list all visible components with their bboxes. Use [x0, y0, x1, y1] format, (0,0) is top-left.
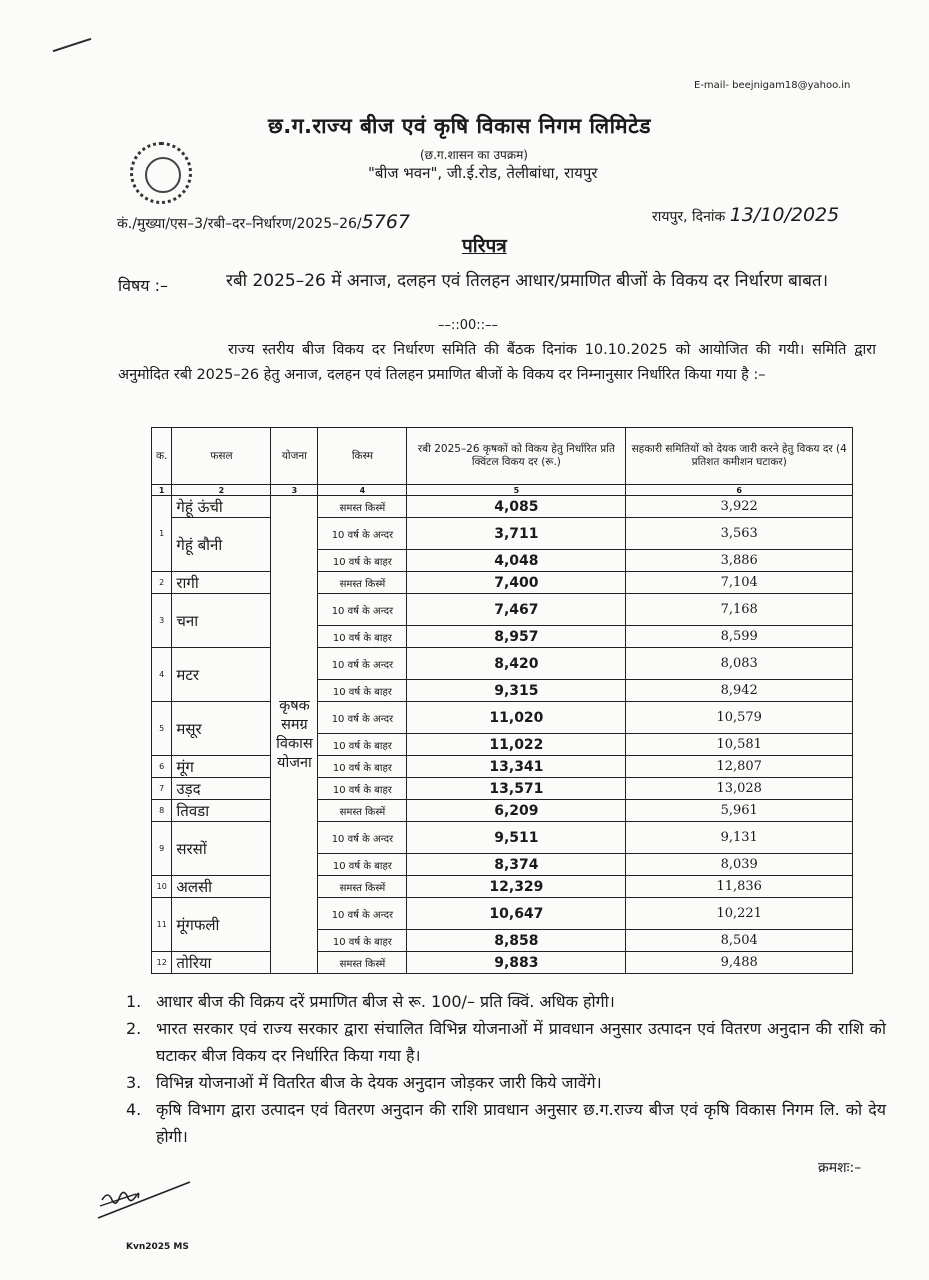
header-scheme: योजना	[271, 428, 318, 485]
organization-address: "बीज भवन", जी.ई.रोड, तेलीबांधा, रायपुर	[368, 164, 598, 182]
column-number: 3	[271, 485, 318, 496]
table-row	[152, 778, 853, 800]
organization-subtitle: (छ.ग.शासन का उपक्रम)	[420, 148, 528, 162]
section-divider: ––::00::––	[438, 318, 499, 333]
variety-cell: 10 वर्ष के बाहर	[318, 854, 407, 876]
signature	[96, 1178, 192, 1220]
crop-cell: मटर	[172, 648, 271, 702]
crop-cell: रागी	[172, 572, 271, 594]
serial-number-cell: 7	[152, 778, 172, 800]
table-row	[152, 800, 853, 822]
notes-list	[126, 988, 886, 1150]
coop-rate-cell: 11,836	[626, 876, 853, 898]
note-text: आधार बीज की विक्रय दरें प्रमाणित बीज से रू. 100/– प्रति क्विं. अधिक होगी।	[156, 992, 615, 1011]
crop-cell: सरसों	[172, 822, 271, 876]
coop-rate-cell: 8,599	[626, 626, 853, 648]
variety-cell: 10 वर्ष के अन्दर	[318, 518, 407, 550]
variety-cell: 10 वर्ष के अन्दर	[318, 898, 407, 930]
coop-rate-cell: 8,504	[626, 930, 853, 952]
email-address: E-mail- beejnigam18@yahoo.in	[694, 80, 851, 91]
serial-number-cell: 1	[152, 496, 172, 572]
header-serial: क.	[152, 428, 172, 485]
farmer-rate-cell: 12,329	[407, 876, 626, 898]
header-crop: फसल	[172, 428, 271, 485]
table-row	[152, 756, 853, 778]
farmer-rate-cell: 4,085	[407, 496, 626, 518]
note-item	[126, 1096, 886, 1150]
note-text: विभिन्न योजनाओं में वितरित बीज के देयक अनुदान जोड़कर जारी किये जावेंगे।	[156, 1073, 602, 1092]
note-text: भारत सरकार एवं राज्य सरकार द्वारा संचालित विभिन्न योजनाओं में प्रावधान अनुसार उत्पादन एवं वितरण अनुदान की राशि को घटाकर बीज विकय दर निर्धारित किया गया है।	[156, 1019, 886, 1065]
serial-number-cell: 2	[152, 572, 172, 594]
crop-cell: अलसी	[172, 876, 271, 898]
serial-number-cell: 4	[152, 648, 172, 702]
coop-rate-cell: 3,563	[626, 518, 853, 550]
place-date	[652, 204, 839, 226]
coop-rate-cell: 13,028	[626, 778, 853, 800]
table-row	[152, 496, 853, 518]
variety-cell: 10 वर्ष के अन्दर	[318, 702, 407, 734]
reference-handwritten-number: 5767	[361, 211, 410, 233]
place-date-label: रायपुर, दिनांक	[652, 209, 726, 225]
serial-number-cell: 9	[152, 822, 172, 876]
farmer-rate-cell: 3,711	[407, 518, 626, 550]
farmer-rate-cell: 9,315	[407, 680, 626, 702]
column-number-row	[152, 485, 853, 496]
column-number: 5	[407, 485, 626, 496]
variety-cell: समस्त किस्में	[318, 800, 407, 822]
coop-rate-cell: 8,083	[626, 648, 853, 680]
variety-cell: 10 वर्ष के बाहर	[318, 550, 407, 572]
serial-number-cell: 11	[152, 898, 172, 952]
column-number: 1	[152, 485, 172, 496]
variety-cell: 10 वर्ष के अन्दर	[318, 648, 407, 680]
serial-number-cell: 10	[152, 876, 172, 898]
coop-rate-cell: 9,131	[626, 822, 853, 854]
farmer-rate-cell: 8,957	[407, 626, 626, 648]
coop-rate-cell: 7,104	[626, 572, 853, 594]
serial-number-cell: 12	[152, 952, 172, 974]
crop-cell: गेहूं बौनी	[172, 518, 271, 572]
crop-cell: उड़द	[172, 778, 271, 800]
header-variety: किस्म	[318, 428, 407, 485]
emblem-seal-icon	[130, 142, 192, 204]
footer-code: Kvn2025 MS	[126, 1242, 189, 1252]
table-row	[152, 594, 853, 626]
note-number: 1.	[126, 992, 142, 1011]
farmer-rate-cell: 11,022	[407, 734, 626, 756]
serial-number-cell: 6	[152, 756, 172, 778]
note-number: 2.	[126, 1019, 142, 1038]
table-row	[152, 822, 853, 854]
note-item	[126, 1069, 886, 1096]
farmer-rate-cell: 8,858	[407, 930, 626, 952]
header-farmer-rate: रबी 2025–26 कृषकों को विकय हेतु निर्धारित प्रति क्विंटल विकय दर (रू.)	[407, 428, 626, 485]
body-paragraph: राज्य स्तरीय बीज विकय दर निर्धारण समिति की बैंठक दिनांक 10.10.2025 को आयोजित की गयी। समिति द्वारा अनुमोदित रबी 2025–26 हेतु अनाज, दलहन एवं तिलहन प्रमाणित बीजों के विकय दर निम्नानुसार निर्धारित किया गया है :–	[118, 342, 876, 383]
coop-rate-cell: 9,488	[626, 952, 853, 974]
farmer-rate-cell: 6,209	[407, 800, 626, 822]
farmer-rate-cell: 7,400	[407, 572, 626, 594]
subject-label: विषय :–	[118, 276, 169, 295]
table-row	[152, 898, 853, 930]
column-number: 2	[172, 485, 271, 496]
coop-rate-cell: 7,168	[626, 594, 853, 626]
farmer-rate-cell: 13,571	[407, 778, 626, 800]
crop-cell: मूंग	[172, 756, 271, 778]
column-number: 4	[318, 485, 407, 496]
document-title: परिपत्र	[462, 235, 507, 257]
farmer-rate-cell: 10,647	[407, 898, 626, 930]
variety-cell: 10 वर्ष के बाहर	[318, 626, 407, 648]
farmer-rate-cell: 11,020	[407, 702, 626, 734]
farmer-rate-cell: 8,374	[407, 854, 626, 876]
farmer-rate-cell: 8,420	[407, 648, 626, 680]
variety-cell: 10 वर्ष के बाहर	[318, 756, 407, 778]
variety-cell: 10 वर्ष के बाहर	[318, 680, 407, 702]
note-item	[126, 988, 886, 1015]
table-row	[152, 876, 853, 898]
crop-cell: गेहूं ऊंची	[172, 496, 271, 518]
farmer-rate-cell: 7,467	[407, 594, 626, 626]
table-row	[152, 702, 853, 734]
farmer-rate-cell: 9,511	[407, 822, 626, 854]
variety-cell: समस्त किस्में	[318, 952, 407, 974]
coop-rate-cell: 12,807	[626, 756, 853, 778]
reference-number	[117, 211, 410, 233]
table-header-row	[152, 428, 853, 485]
subject-text: रबी 2025–26 में अनाज, दलहन एवं तिलहन आधार/प्रमाणित बीजों के विकय दर निर्धारण बाबत।	[226, 271, 829, 291]
table-row	[152, 572, 853, 594]
header-coop-rate: सहकारी समितियों को देयक जारी करने हेतु विकय दर (4 प्रतिशत कमीशन घटाकर)	[626, 428, 853, 485]
variety-cell: समस्त किस्में	[318, 496, 407, 518]
table-row	[152, 952, 853, 974]
coop-rate-cell: 10,221	[626, 898, 853, 930]
variety-cell: 10 वर्ष के बाहर	[318, 734, 407, 756]
crop-cell: चना	[172, 594, 271, 648]
variety-cell: 10 वर्ष के अन्दर	[318, 822, 407, 854]
reference-prefix: कं./मुख्या/एस–3/रबी–दर–निर्धारण/2025–26/	[117, 216, 362, 232]
crop-cell: मसूर	[172, 702, 271, 756]
farmer-rate-cell: 4,048	[407, 550, 626, 572]
coop-rate-cell: 8,039	[626, 854, 853, 876]
coop-rate-cell: 10,579	[626, 702, 853, 734]
note-number: 4.	[126, 1100, 142, 1119]
farmer-rate-cell: 9,883	[407, 952, 626, 974]
crop-cell: तिवडा	[172, 800, 271, 822]
serial-number-cell: 8	[152, 800, 172, 822]
coop-rate-cell: 5,961	[626, 800, 853, 822]
coop-rate-cell: 3,886	[626, 550, 853, 572]
serial-number-cell: 3	[152, 594, 172, 648]
variety-cell: 10 वर्ष के अन्दर	[318, 594, 407, 626]
table-row	[152, 518, 853, 550]
crop-cell: मूंगफली	[172, 898, 271, 952]
table-row	[152, 648, 853, 680]
variety-cell: 10 वर्ष के बाहर	[318, 930, 407, 952]
coop-rate-cell: 3,922	[626, 496, 853, 518]
scheme-cell: कृषक समग्र विकास योजना	[271, 496, 318, 974]
continued-marker: क्रमशः:–	[818, 1160, 862, 1176]
seed-rate-table	[151, 427, 853, 974]
pen-mark	[53, 38, 92, 52]
note-number: 3.	[126, 1073, 142, 1092]
variety-cell: समस्त किस्में	[318, 572, 407, 594]
note-text: कृषि विभाग द्वारा उत्पादन एवं वितरण अनुदान की राशि प्रावधान अनुसार छ.ग.राज्य बीज एवं कृषि विकास निगम लि. को देय होगी।	[156, 1100, 886, 1146]
serial-number-cell: 5	[152, 702, 172, 756]
note-item	[126, 1015, 886, 1069]
handwritten-date: 13/10/2025	[729, 204, 840, 226]
coop-rate-cell: 8,942	[626, 680, 853, 702]
farmer-rate-cell: 13,341	[407, 756, 626, 778]
variety-cell: 10 वर्ष के बाहर	[318, 778, 407, 800]
column-number: 6	[626, 485, 853, 496]
coop-rate-cell: 10,581	[626, 734, 853, 756]
organization-name: छ.ग.राज्य बीज एवं कृषि विकास निगम लिमिटेड	[268, 114, 651, 138]
crop-cell: तोरिया	[172, 952, 271, 974]
variety-cell: समस्त किस्में	[318, 876, 407, 898]
